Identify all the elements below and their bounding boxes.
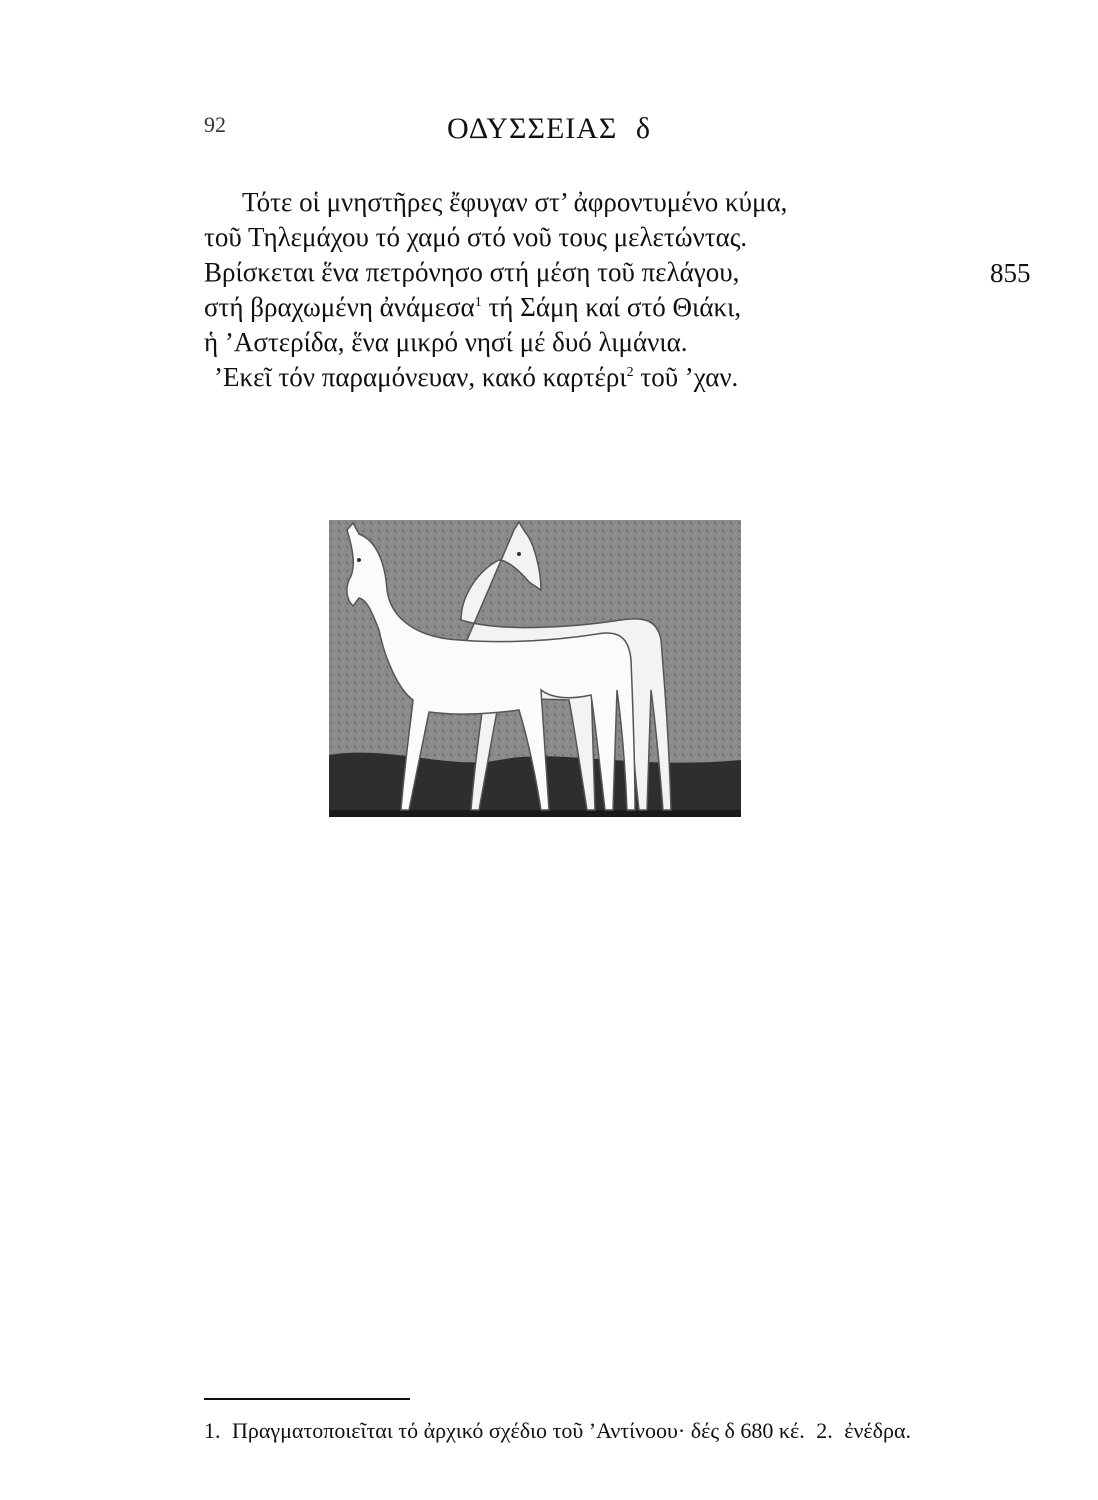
footnote-rule bbox=[204, 1398, 410, 1400]
verse-line: Τότε οἱ μνηστῆρες ἔφυγαν στ’ ἀφροντυμένο κύμα, bbox=[242, 187, 788, 217]
verse-text: τή Σάμη καί στό Θιάκι, bbox=[481, 292, 742, 322]
footnote-ref: 1 bbox=[474, 295, 482, 310]
back-horse-eye bbox=[517, 552, 521, 556]
footnote-1-marker: 1. bbox=[204, 1418, 221, 1443]
verse-line: Βρίσκεται ἕνα πετρόνησο στή μέση τοῦ πελάγου, bbox=[204, 257, 740, 287]
footnote-2-marker: 2. bbox=[816, 1418, 833, 1443]
verse-line: ἡ ’Αστερίδα, ἕνα μικρό νησί μέ δυό λιμάνια. bbox=[204, 327, 688, 357]
verse-line: τοῦ Τηλεμάχου τό χαμό στό νοῦ τους μελετώντας. bbox=[204, 222, 748, 252]
verse-line bbox=[204, 290, 844, 325]
line-number: 855 bbox=[990, 258, 1031, 288]
running-head bbox=[0, 112, 1098, 146]
book-letter: δ bbox=[635, 112, 652, 145]
two-horses-illustration bbox=[329, 520, 741, 828]
footnotes bbox=[204, 1418, 1064, 1444]
footnote-1-text: Πραγματοποιεῖται τό ἀρχικό σχέδιο τοῦ ’Αντίνοου· δές δ 680 κέ. bbox=[232, 1418, 805, 1443]
verse-text: ’Εκεῖ τόν παραμόνευαν, κακό καρτέρι bbox=[214, 362, 627, 392]
poem-text bbox=[204, 185, 844, 395]
verse-line bbox=[204, 360, 844, 395]
figure-ground-line bbox=[329, 810, 741, 817]
verse-text: τοῦ ’χαν. bbox=[633, 362, 739, 392]
footnote-ref: 2 bbox=[626, 365, 634, 380]
footnote-2-text: ἐνέδρα. bbox=[844, 1418, 912, 1443]
verse-text: στή βραχωμένη ἀνάμεσα bbox=[204, 292, 475, 322]
book-title: ΟΔΥΣΣΕΙΑΣ bbox=[446, 112, 618, 145]
page-number: 92 bbox=[204, 112, 226, 137]
front-horse-eye bbox=[357, 558, 361, 562]
